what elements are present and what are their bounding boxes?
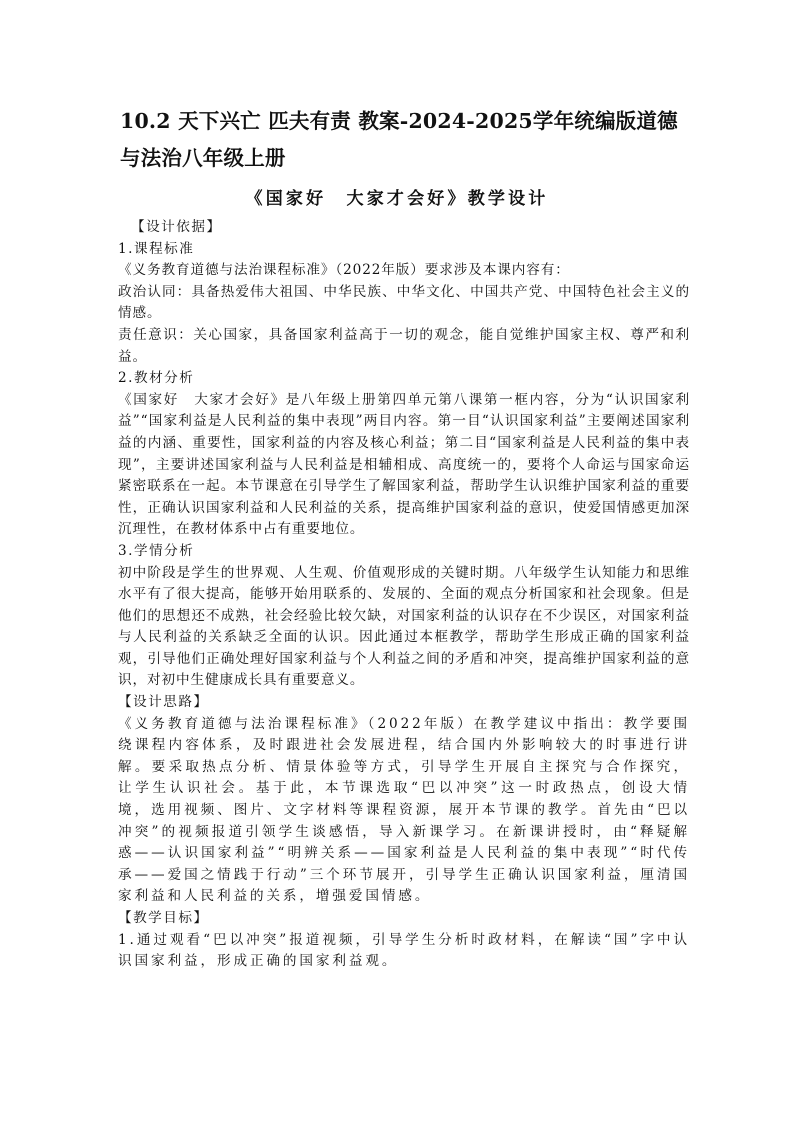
subsection-heading: 1.课程标准: [118, 240, 195, 257]
document-title: 10.2 天下兴亡 匹夫有责 教案-2024-2025学年统编版道德与法治八年级上册: [120, 109, 678, 170]
section-heading: 【设计思路】: [118, 694, 209, 711]
paragraph: 初中阶段是学生的世界观、人生观、价值观形成的关键时期。八年级学生认知能力和思维水平有了很大提高，能够开始用联系的、发展的、全面的观点分析国家和社会现象。但是他们的思想还不成熟，社会经验比较欠缺，对国家利益的认识存在不少误区，对国家利益与人民利益的关系缺乏全面的认识。因此通过本框教学，帮助学生形成正确的国家利益观，引导他们正确处理好国家利益与个人利益之间的矛盾和冲突，提高维护国家利益的意识，对初中生健康成长具有重要意义。: [118, 564, 690, 689]
document-body: [118, 217, 690, 973]
paragraph: 责任意识：关心国家，具备国家利益高于一切的观念，能自觉维护国家主权、尊严和利益。: [118, 326, 690, 365]
section-heading: 【教学目标】: [118, 910, 209, 926]
subsection-heading: 3.学情分析: [118, 542, 195, 559]
paragraph: 《义务教育道德与法治课程标准》（2022年版）在教学建议中指出：教学要围绕课程内容体系，及时跟进社会发展进程，结合国内外影响较大的时事进行讲解。要采取热点分析、情景体验等方式，引导学生开展自主探究与合作探究，让学生认识社会。基于此，本节课选取“巴以冲突”这一时政热点，创设大情境，选用视频、图片、文字材料等课程资源，展开本节课的教学。首先由“巴以冲突”的视频报道引领学生谈感悟，导入新课学习。在新课讲授时，由“释疑解惑——认识国家利益”“明辨关系——国家利益是人民利益的集中表现”“时代传承——爱国之情践于行动”三个环节展开，引导学生正确认识国家利益，厘清国家利益和人民利益的关系，增强爱国情感。: [118, 715, 690, 905]
paragraph: 政治认同：具备热爱伟大祖国、中华民族、中华文化、中国共产党、中国特色社会主义的情感。: [118, 283, 690, 322]
paragraph: 《义务教育道德与法治课程标准》（2022年版）要求涉及本课内容有：: [118, 262, 570, 279]
section-heading: 【设计依据】: [131, 219, 222, 235]
document-subtitle: 《国家好 大家才会好》教学设计: [245, 189, 549, 209]
subsection-heading: 2.教材分析: [118, 370, 195, 387]
paragraph: 《国家好 大家才会好》是八年级上册第四单元第八课第一框内容，分为“认识国家利益”“国家利益是人民利益的集中表现”两目内容。第一目“认识国家利益”主要阐述国家利益的内涵、重要性，国家利益的内容及核心利益；第二目“国家利益是人民利益的集中表现”，主要讲述国家利益与人民利益是相辅相成、高度统一的，要将个人命运与国家命运紧密联系在一起。本节课意在引导学生了解国家利益，帮助学生认识维护国家利益的重要性，正确认识国家利益和人民利益的关系，提高维护国家利益的意识，使爱国情感更加深沉理性，在教材体系中占有重要地位。: [118, 391, 690, 538]
paragraph: 1.通过观看“巴以冲突”报道视频，引导学生分析时政材料，在解读“国”字中认识国家利益，形成正确的国家利益观。: [118, 931, 690, 970]
